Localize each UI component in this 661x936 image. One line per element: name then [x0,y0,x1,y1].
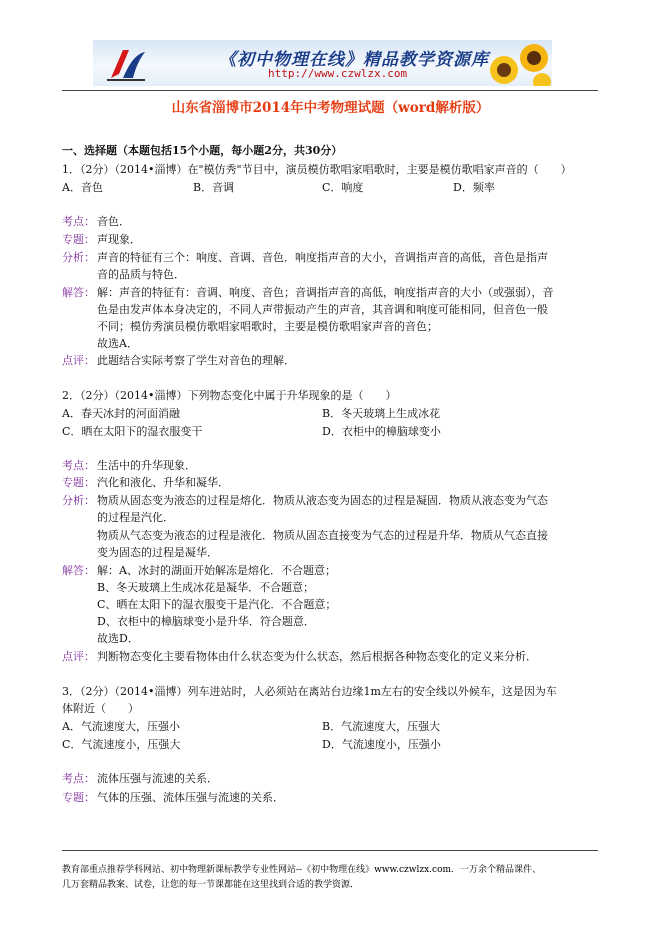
q2-option-c: C．晒在太阳下的湿衣服变干 [62,425,203,438]
q1-option-a: A．音色 [62,181,103,194]
q1-zhuanti: 声现象． [97,233,141,246]
q2-zhuanti: 汽化和液化、升华和凝华． [97,476,229,489]
q2-zhuanti-label: 专题： [62,476,95,489]
question-3-stem: 3．（2分）（2014•淄博）列车进站时，人必须站在离站台边缘1m左右的安全线以外候车，这是因为车 [62,685,557,698]
q2-jieda-line: C、晒在太阳下的湿衣服变干是汽化．不合题意； [97,598,337,611]
question-3-stem-cont: 体附近（ ） [62,702,139,715]
q2-fenxi-line: 物质从气态变为液态的过程是液化．物质从固态直接变为气态的过程是升华．物质从气态直接 [97,529,548,542]
q2-kaodian-label: 考点： [62,459,95,472]
header-banner [93,40,552,86]
q3-option-b: B．气流速度大，压强大 [322,720,441,733]
q1-jieda-line: 故选A． [97,337,138,350]
q2-fenxi-label: 分析： [62,494,95,507]
q1-jieda-line: 色是由发声体本身决定的，不同人声带振动产生的声音，其音调和响度可能相同，但音色一般 [97,303,548,316]
q1-jieda-label: 解答： [62,286,95,299]
q2-jieda-line: D、衣柜中的樟脑球变小是升华．符合题意． [97,615,315,628]
q1-option-d: D．频率 [453,181,495,194]
question-2-stem: 2．（2分）（2014•淄博）下列物态变化中属于升华现象的是（ ） [62,389,397,402]
footer-line: 几万套精品教案、试卷，让您的每一节课都能在这里找到合适的教学资源． [62,880,360,890]
q1-dianping-label: 点评： [62,354,95,367]
q1-fenxi-line: 声音的特征有三个：响度、音调、音色．响度指声音的大小，音调指声音的高低，音色是指声 [97,251,548,264]
q3-kaodian-label: 考点： [62,772,95,785]
q1-kaodian: 音色． [97,215,130,228]
q1-dianping: 此题结合实际考察了学生对音色的理解． [97,354,295,367]
q2-option-b: B．冬天玻璃上生成冰花 [322,407,441,420]
q2-option-a: A．春天冰封的河面消融 [62,407,180,420]
q1-kaodian-label: 考点： [62,215,95,228]
q2-option-d: D．衣柜中的樟脑球变小 [322,425,441,438]
q2-fenxi-line: 的过程是汽化． [97,511,174,524]
q2-dianping: 判断物态变化主要看物体由什么状态变为什么状态，然后根据各种物态变化的定义来分析． [97,650,537,663]
q3-zhuanti: 气体的压强、流体压强与流速的关系． [97,791,284,804]
q1-jieda-line: 不同；模仿秀演员模仿歌唱家唱歌时，主要是模仿歌唱家声音的音色； [97,320,438,333]
q1-option-c: C．响度 [322,181,364,194]
q2-fenxi-line: 物质从固态变为液态的过程是熔化．物质从液态变为固态的过程是凝固．物质从液态变为气态 [97,494,548,507]
footer-line: 教育部重点推荐学科网站、初中物理新课标教学专业性网站--《初中物理在线》www.czwlzx.com．一万余个精品课件、 [62,865,542,875]
q3-kaodian: 流体压强与流速的关系． [97,772,218,785]
q2-jieda-line: 解：A、冰封的湖面开始解冻是熔化．不合题意； [97,564,336,577]
site-logo [103,44,149,84]
q2-jieda-label: 解答： [62,564,95,577]
sunflower-icon [482,40,552,86]
q1-fenxi-label: 分析： [62,251,95,264]
q3-option-a: A．气流速度大，压强小 [62,720,180,733]
q2-dianping-label: 点评： [62,650,95,663]
question-1-stem: 1．（2分）（2014•淄博）在"模仿秀"节目中，演员模仿歌唱家唱歌时，主要是模仿歌唱家声音的（ ） [62,163,572,176]
banner-url: http://www.czwlzx.com [268,67,408,80]
banner-title: 《初中物理在线》精品教学资源库 [219,50,489,70]
header-rule [62,90,598,91]
q1-fenxi-line: 音的品质与特色． [97,268,185,281]
q1-jieda-line: 解：声音的特征有：音调、响度、音色；音调指声音的高低，响度指声音的大小（或强弱），音 [97,286,554,299]
q2-kaodian: 生活中的升华现象． [97,459,196,472]
q2-jieda-line: B、冬天玻璃上生成冰花是凝华．不合题意； [97,581,315,594]
q2-jieda-line: 故选D． [97,632,139,645]
q1-option-b: B．音调 [193,181,235,194]
section-heading: 一、选择题（本题包括15个小题，每小题2分，共30分） [62,144,343,157]
q3-zhuanti-label: 专题： [62,791,95,804]
q3-option-c: C．气流速度小，压强大 [62,738,181,751]
footer-rule [62,850,598,851]
q3-option-d: D．气流速度小，压强小 [322,738,441,751]
q1-zhuanti-label: 专题： [62,233,95,246]
q2-fenxi-line: 变为固态的过程是凝华． [97,546,218,559]
document-title: 山东省淄博市2014年中考物理试题（word解析版） [171,100,490,116]
